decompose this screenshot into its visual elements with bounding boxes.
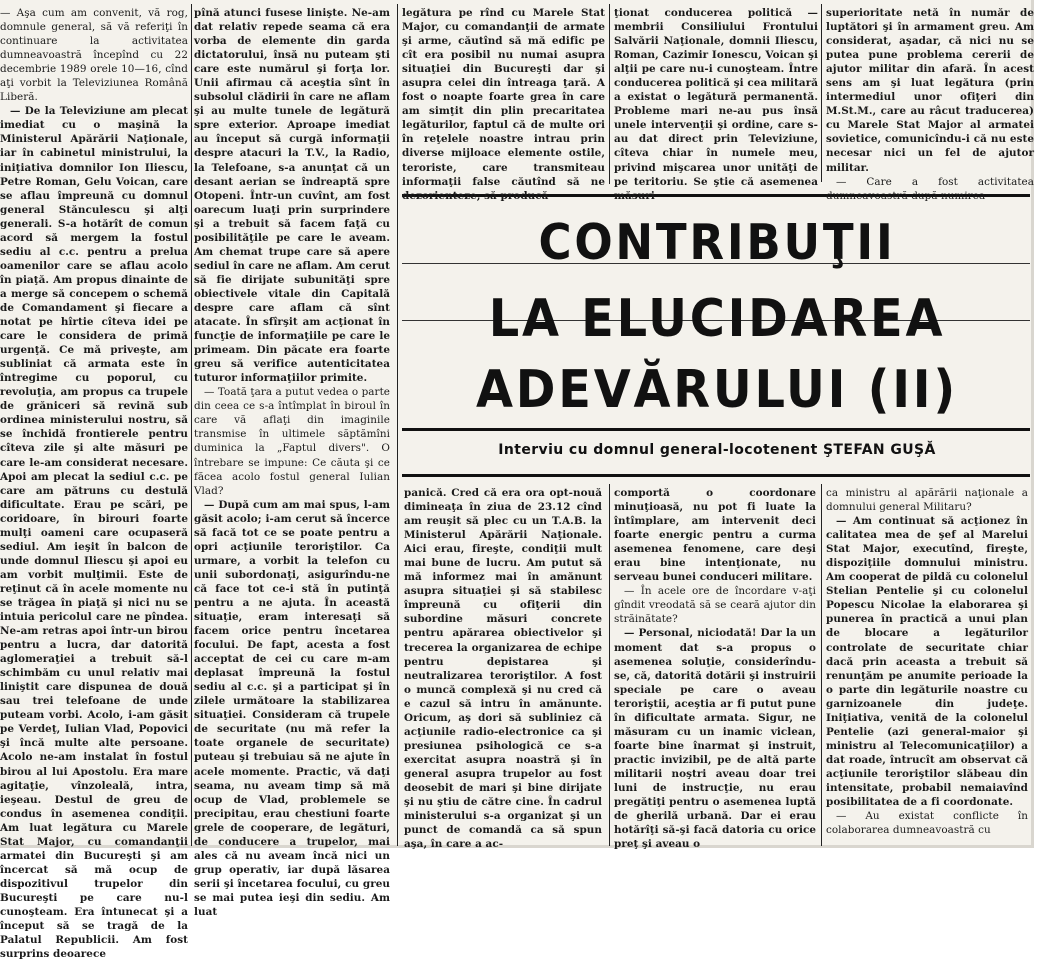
paragraph: superioritate netă în număr de luptători şi în armament greu. Am considerat, aşadar, că nici nu se putea pune problema cererii de ajutor militar din afară. În acest sens am şi luat legătura (prin intermediul unor ofiţeri din M.St.M., care au râcut traducerea) cu Marele Stat Major al armatei sovietice, comunicîndu-i că nu este necesar nici un fel de ajutor militar.: [826, 7, 1034, 174]
paragraph: legătura pe rînd cu Marele Stat Major, cu comandanţii de armate şi arme, căutînd să mă edific pe cît era posibil nu numai asupra situaţiei din Bucureşti dar şi asupra celei din întreaga ţară. A fost o noapte foarte grea în care am simţit din plin precaritatea legăturilor, faptul că de multe ori în reţelele noastre intrau prin diverse mijloace elemente ostile, teroriste, care transmiteau informaţii false căutînd să ne dezorienteze, să producă: [402, 7, 605, 202]
headline-line-1: CONTRIBUŢII: [538, 214, 896, 271]
column-rule: [397, 4, 398, 846]
paragraph: — În acele ore de încordare v-aţi gîndit vreodată să se ceară ajutor din străinătate?: [614, 585, 816, 626]
headline-line-2: LA ELUCIDAREA: [488, 289, 946, 349]
paragraph: — Care a fost activitatea dumneavoastră după numirea: [826, 175, 1034, 202]
article-column-4-top: [614, 6, 818, 202]
article-column-4-bottom: [614, 486, 816, 851]
headline-line-3: ADEVĂRULUI (II): [476, 360, 958, 420]
paragraph: — De la Televiziune am plecat imediat cu o maşină la Ministerul Apărării Naţionale, iar în cabinetul ministrului, la iniţiativa domnilor Ion Iliescu, Petre Roman, Gelu Voican, care se aflau împreună cu domnul general Stănculescu şi alţi generali. S-a hotărît de comun acord să mergem la fostul sediu al c.c. pentru a prelua oamenilor care se aflau acolo în piaţă. Am propus dinainte de a merge să concepem o schemă de Comandament şi fiecare a notat pe hîrtie cîteva idei pe care le considera de primă urgenţă. Ce mă priveşte, am subliniat că armata este în întregime cu poporul, cu revoluţia, am propus ca trupele de grăniceri să revină sub ordinea ministerului nostru, să se închidă frontierele pentru cîteva zile şi alte măsuri pe care le-am considerat necesare. Apoi am plecat la sediul c.c. pe care am pătruns cu destulă dificultate. Erau pe scări, pe coridoare, în birouri foarte mulţi oameni care ocupaseră sediul. Am ieşit în balcon de unde domnul Iliescu şi apoi eu am vorbit mulţimii. Este de reţinut că în acele momente nu se trăgea în piaţă şi nici nu se intuia pericolul care ne pîndea. Ne-am retras apoi într-un birou pentru a lucra, dar datorită aglomeraţiei a trebuit să-l schimbăm cu unul relativ mai liniştit care dispunea de două sau trei telefoane de unde puteam vorbi. Acolo, i-am găsit pe Verdeţ, Iulian Vlad, Popovici şi încă multe alte persoane. Acolo ne-am instalat în fostul birou al lui Apostolu. Era mare agitaţie, vînzoleală, intra, ieşeau. Destul de greu de condus în asemenea condiţii. Am luat legătura cu Marele Stat Major, cu comandanţii armatei din Bucureşti şi am încercat să mă ocup de dispozitivul trupelor din Bucureşti pe care nu-l cunoşteam. Era întunecat şi a început să se tragă de la Palatul Republicii. Am fost surprins deoarece: [0, 105, 188, 961]
paragraph: ca ministru al apărării naţionale a domnului general Militaru?: [826, 487, 1028, 514]
paragraph: panică. Cred că era ora opt-nouă dimineaţa în ziua de 23.12 cînd am reuşit să plec cu un T.A.B. la Ministerul Apărării Naţionale. Aici erau, fireşte, condiţii mult mai bune de lucru. Am putut să mă informez mai în amănunt asupra situaţiei şi să stabilesc împreună cu ofiţerii din subordine măsuri concrete pentru apărarea obiectivelor şi trecerea la organizarea de echipe pentru depistarea şi neutralizarea teroriştilor. A fost o muncă complexă şi nu cred că e cazul să intru în amănunte. Oricum, aş dori să subliniez că acţiunile radio-electronice ca şi presiunea psihologică ce s-a exercitat asupra noastră şi în general asupra trupelor au fost deosebit de mari şi bine dirijate şi nu ştiu de către cine. În cadrul ministerului s-a organizat şi un punct de comandă ca să spun aşa, în care a ac-: [404, 487, 602, 851]
column-rule: [821, 484, 822, 846]
paragraph: — După cum am mai spus, l-am găsit acolo; i-am cerut să încerce să facă tot ce se poate pentru a opri acţiunile teroriştilor. Ca urmare, a vorbit la telefon cu unii subordonaţi, asigurîndu-ne că face tot ce-i stă în putinţă pentru a ne ajuta. În această situaţie, eram interesaţi să facem orice pentru încetarea focului. De fapt, acesta a fost acceptat de cei cu care m-am deplasat împreună la fostul sediu al c.c. şi a participat şi în zilele următoare la stabilizarea situaţiei. Consideram că trupele de securitate (nu mă refer la toate organele de securitate) puteau şi trebuiau să ne ajute în acele momente. Practic, vă daţi seama, nu aveam timp să mă ocup de Vlad, problemele se precipitau, erau chestiuni foarte grele de cooperare, de legături, de conducere a trupelor, mai ales că nu aveam încă nici un grup operativ, iar după lăsarea serii şi încetarea focului, cu greu se mai putea ieşi din sediu. Am luat: [194, 498, 390, 918]
paragraph: — Au existat conflicte în colaborarea dumneavoastră cu: [826, 810, 1028, 837]
paragraph: — Aşa cum am convenit, vă rog, domnule general, să vă referiţi în continuare la activitatea dumneavoastră începînd cu 22 decembrie 1989 orele 10—16, cînd aţi vorbit la Televiziunea Română Liberă.: [0, 7, 188, 104]
article-column-3-bottom: [404, 486, 602, 851]
article-column-2: [194, 6, 390, 918]
article-column-5-top: [826, 6, 1034, 202]
paragraph: comportă o coordonare minuţioasă, nu pot fi luate la întîmplare, am intervenit deci foarte energic pentru a curma asemenea fenomene, care deşi erau bine intenţionate, nu serveau bunei conduceri militare.: [614, 487, 816, 584]
subtitle-bottom-rule: [402, 474, 1030, 477]
paragraph: pînă atunci fusese linişte. Ne-am dat relativ repede seama că era vorba de elemente din garda dictatorului, însă nu puteam şti care este numărul şi forţa lor. Unii afirmau că aceştia sînt în subsolul clădirii în care ne aflam şi au multe tunele de legătură spre exterior. Aproape imediat au început să curgă informaţii despre atacuri la T.V., la Radio, la Telefoane, s-a anunţat că un desant aerian se îndreaptă spre Otopeni. Într-un cuvînt, am fost oarecum luaţi prin surprindere şi a trebuit să facem faţă cu posibilităţile pe care le aveam. Am chemat trupe care să apere sediul în care ne aflam. Am cerut să fie dirijate subunităţi spre obiectivele vitale din Capitală despre care aflam că sînt atacate. În sfîrşit am acţionat în funcţie de informaţiile pe care le primeam. Din păcate era foarte greu să verifice autenticitatea tuturor informaţiilor primite.: [194, 7, 390, 385]
article-column-1: [0, 6, 188, 961]
article-column-3-top: [402, 6, 605, 202]
column-rule: [609, 484, 610, 846]
column-rule: [191, 4, 192, 846]
paragraph: ţionat conducerea politică — membrii Consiliului Frontului Salvării Naţionale, domnii Iliescu, Roman, Cazimir Ionescu, Voican şi alţii pe care nu-i cunoşteam. Între conducerea politică şi cea militară a existat o legătură permanentă. Probleme mari ne-au pus însă unele intervenţii şi ordine, care s-au dat direct prin Televiziune, cîteva chiar în numele meu, privind mişcarea unor unităţi de pe teritoriu. Se ştie că asemenea măsuri: [614, 7, 818, 202]
column-rule: [609, 4, 610, 184]
paragraph: — Personal, niciodată! Dar la un moment dat s-a propus o asemenea soluţie, considerîndu-se, că, datorită dotării şi instruirii speciale pe care o aveau teroriştii, aceştia ar fi putut pune în dificultate armata. Sigur, ne măsuram cu un inamic viclean, foarte bine înarmat şi instruit, practic invizibil, pe de altă parte militarii noştri aveau doar trei luni de instrucţie, nu erau pregătiţi pentru o asemenea luptă de gherilă urbană. Dar ei erau hotărîţi să-şi facă datoria cu orice preţ şi aveau o: [614, 627, 816, 851]
paragraph: — Am continuat să acţionez în calitatea mea de şef al Marelui Stat Major, executînd, fireşte, dispoziţiile domnului ministru. Am cooperat de pildă cu colonelul Stelian Pentelie şi cu colonelul Popescu Nicolae la elaborarea şi punerea în practică a unui plan de blocare a legăturilor controlate de securitate chiar dacă prin aceasta a trebuit să renunţăm pe anumite perioade la o parte din legăturile noastre cu garnizoanele din judeţe. Iniţiativa, venită de la colonelul Pentelie (azi general-maior şi ministru al Telecomunicaţiilor) a dat roade, întrucît am observat că acţiunile teroriştilor slăbeau din intensitate, probabil nemaiavînd posibilitatea de a fi coordonate.: [826, 515, 1028, 809]
column-rule: [821, 4, 822, 182]
article-subtitle: Interviu cu domnul general-locotenent ŞTEFAN GUŞĂ: [498, 442, 936, 458]
paragraph: — Toată ţara a putut vedea o parte din ceea ce s-a întîmplat în biroul în care vă aflaţi din imaginile transmise în ultimele săptămîni duminica la „Faptul divers". O întrebare se impune: Ce căuta şi ce făcea acolo fostul general Iulian Vlad?: [194, 386, 390, 497]
article-column-5-bottom: [826, 486, 1028, 848]
subtitle-top-rule: [402, 428, 1030, 431]
